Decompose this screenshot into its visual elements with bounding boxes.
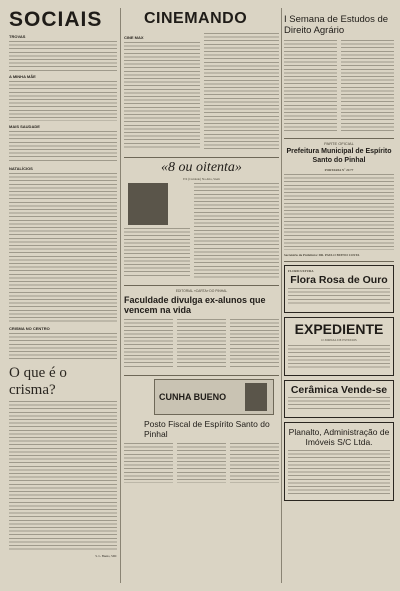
crisma-centro-text [9,333,117,361]
trovas-text [9,41,117,71]
portaria-text [284,174,394,250]
right-column [284,8,394,505]
planalto-ad [284,422,394,501]
prefeitura-heading: Prefeitura Municipal de Espírito Santo do Pinhal [286,148,392,164]
fiscal-text [124,443,173,483]
fiscal-text [230,443,279,483]
expediente-text [288,345,390,369]
oito-text [124,228,190,276]
faculdade-text [124,319,173,369]
cine-subhead: CINE MAX [124,35,144,40]
sociais-heading: SOCIAIS [9,8,103,31]
trovas-subhead: TROVAS [9,34,26,39]
poem-text [9,131,117,163]
expediente-heading: EXPEDIENTE [294,321,384,338]
fiscal-label: CUNHA BUENO [159,392,227,403]
ceramica-ad [284,380,394,419]
faculdade-heading: Faculdade divulga ex-alunos que vencem na vida [124,295,266,316]
flora-heading: Flora Rosa de Ouro [290,273,388,286]
ceramica-text [288,397,390,411]
cinemando-text [204,33,280,151]
semana-text [341,40,394,132]
cinemando-columns [124,33,279,154]
faculdade-text [177,319,226,369]
expediente-sub: O JORNAL DE ESTUDOS [321,338,357,343]
semana-text [284,40,337,132]
oito-heading: «8 ou oitenta» [161,160,242,175]
parte-oficial-label: PARTE OFICIAL [324,141,354,146]
natalicios-subhead: NATALÍCIOS [9,166,33,171]
oito-text [194,183,279,279]
fiscal-photo-panel [154,379,274,415]
saudade-subhead: MAIS SAUDADE [9,124,40,129]
crisma-article-text [9,401,117,551]
fiscal-text [177,443,226,483]
portaria-label: PORTARIA Nº 22/77 [324,168,354,173]
crisma-heading: O que é o crisma? [9,365,67,398]
planalto-heading: Planalto, Administração de Imóveis S/C Ltda. [288,427,390,448]
faculdade-text [230,319,279,369]
ceramica-heading: Cerâmica Vende-se [290,383,388,396]
cinemando-heading: CINEMANDO [144,10,248,27]
oito-byline: EX (Cuidado) Na Alta, Siem [183,177,220,181]
cinemando-text [124,42,200,150]
column-divider [281,8,282,583]
flora-ad [284,265,394,314]
crisma-centro-subhead: CRISMA NO CENTRO [9,326,50,331]
fiscal-portrait [245,383,267,411]
sociais-column [9,8,117,558]
poem-text [9,81,117,121]
article-signature: S. L. Bueno, SDC [95,554,117,558]
flora-kicker: FLORICULTURA [288,268,314,273]
semana-heading: I Semana de Estudos de Direito Agrário [284,14,389,36]
secretario-line: Secretário da Prefeitura: DR. PAULO BUENO COSTA [284,253,360,258]
cinemando-column [124,8,279,486]
flora-text [288,288,390,306]
faculdade-kicker: EDITORIAL «CARTA» DO PINHAL [175,289,228,294]
planalto-text [288,450,390,494]
column-divider [120,8,121,583]
amor-subhead: A MINHA MÃE [9,74,36,79]
natalicios-text [9,173,117,323]
expediente-box [284,317,394,375]
portrait-photo [128,183,168,225]
posto-fiscal-heading: Posto Fiscal de Espírito Santo do Pinhal [144,419,270,440]
